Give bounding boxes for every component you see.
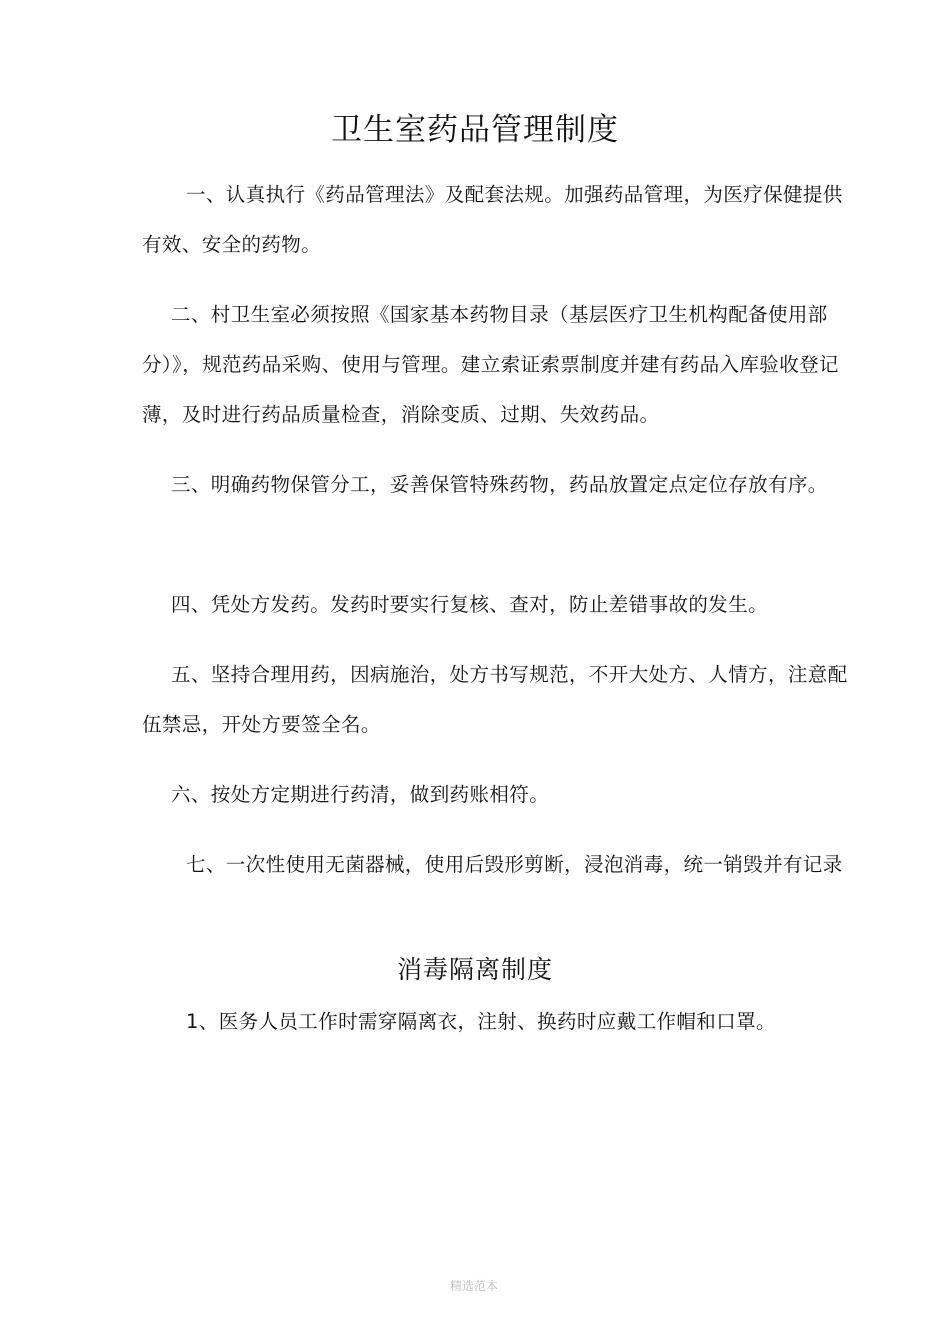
paragraph-2: 二、村卫生室必须按照《国家基本药物目录（基层医疗卫生机构配备使用部分）》，规范药品采购、使用与管理。建立索证索票制度并建有药品入库验收登记薄，及时进行药品质量检查，消除变质、过期、失效药品。: [142, 303, 839, 426]
paragraph-1: 一、认真执行《药品管理法》及配套法规。加强药品管理，为医疗保健提供有效、安全的药物。: [142, 183, 843, 256]
paragraph-7: 七、一次性使用无菌器械，使用后毁形剪断，浸泡消毒，统一销毁并有记录: [186, 853, 843, 876]
paragraph-6: 六、按处方定期进行药清，做到药账相符。: [171, 783, 550, 806]
paragraph-4: 四、凭处方发药。发药时要实行复核、查对，防止差错事故的发生。: [171, 593, 769, 616]
section2-title: 消毒隔离制度: [396, 955, 553, 984]
footer-watermark: 精选范本: [450, 1279, 499, 1293]
paragraph-3: 三、明确药物保管分工，妥善保管特殊药物，药品放置定点定位存放有序。: [171, 473, 828, 496]
section2-paragraph-1: 1、医务人员工作时需穿隔离衣，注射、换药时应戴工作帽和口罩。: [186, 1010, 776, 1033]
document-title: 卫生室药品管理制度: [331, 112, 619, 148]
paragraph-5: 五、坚持合理用药，因病施治，处方书写规范，不开大处方、人情方，注意配伍禁忌，开处方要签全名。: [142, 663, 848, 736]
